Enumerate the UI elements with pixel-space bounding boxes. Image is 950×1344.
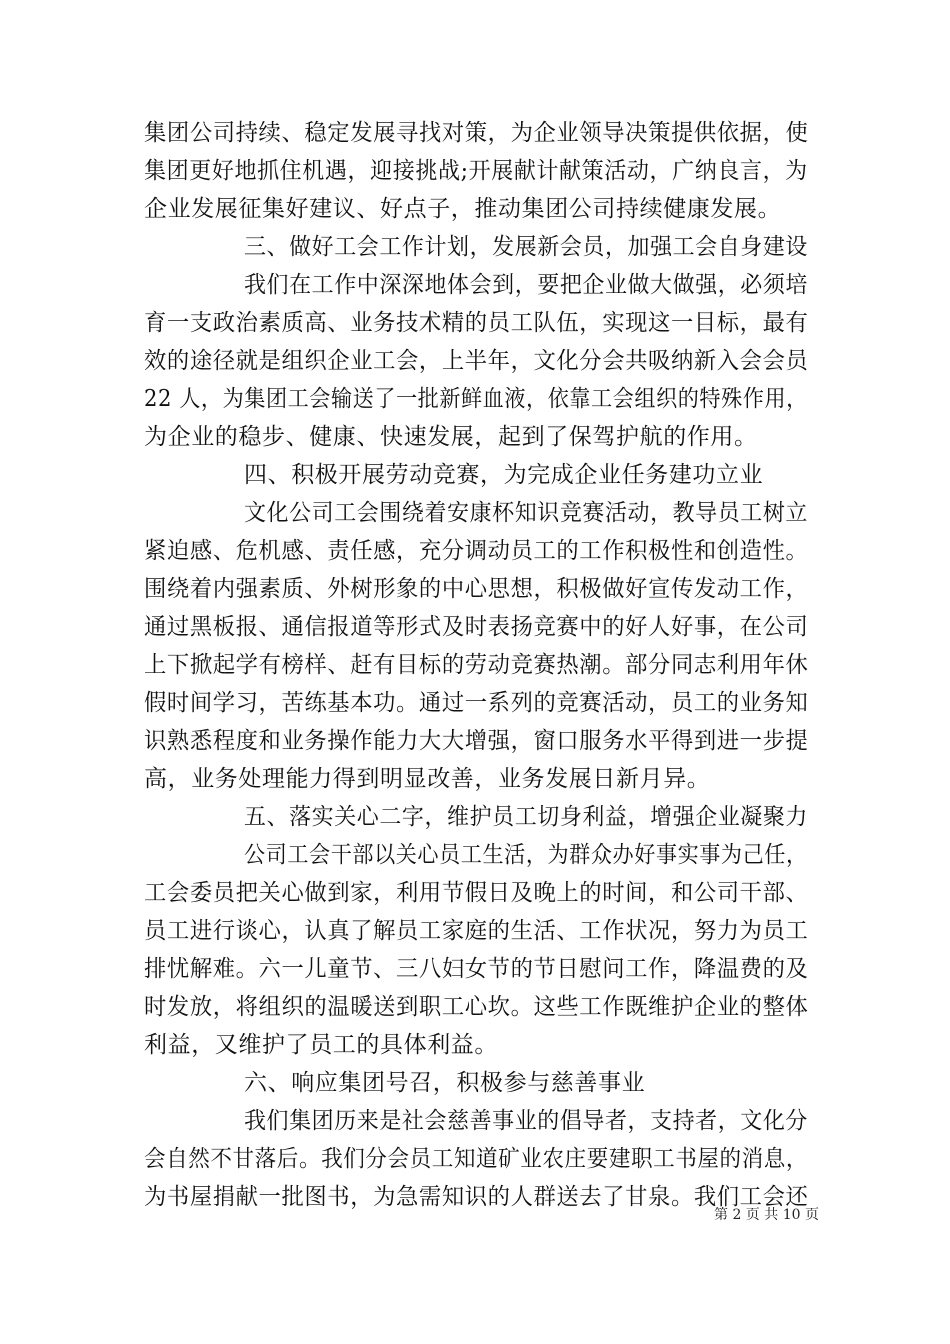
body-line: 为书屋捐献一批图书，为急需知识的人群送去了甘泉。我们工会还 bbox=[144, 1184, 809, 1210]
body-line: 假时间学习，苦练基本功。通过一系列的竞赛活动，员工的业务知 bbox=[144, 690, 809, 716]
body-line: 集团更好地抓住机遇，迎接挑战;开展献计献策活动，广纳良言，为 bbox=[144, 158, 808, 184]
body-line: 企业发展征集好建议、好点子，推动集团公司持续健康发展。 bbox=[144, 196, 782, 222]
body-line: 育一支政治素质高、业务技术精的员工队伍，实现这一目标，最有 bbox=[144, 310, 809, 336]
body-line: 效的途径就是组织企业工会，上半年，文化分会共吸纳新入会会员 bbox=[144, 348, 809, 374]
body-line: 紧迫感、危机感、责任感，充分调动员工的工作积极性和创造性。 bbox=[144, 538, 809, 564]
body-line: 公司工会干部以关心员工生活，为群众办好事实事为己任， bbox=[244, 842, 808, 868]
body-line: 我们集团历来是社会慈善事业的倡导者，支持者，文化分 bbox=[244, 1108, 808, 1134]
body-line: 通过黑板报、通信报道等形式及时表扬竞赛中的好人好事，在公司 bbox=[144, 614, 809, 640]
body-line: 高，业务处理能力得到明显改善，业务发展日新月异。 bbox=[144, 766, 711, 792]
body-line: 为企业的稳步、健康、快速发展，起到了保驾护航的作用。 bbox=[144, 424, 758, 450]
body-line: 利益，又维护了员工的具体利益。 bbox=[144, 1032, 498, 1058]
section-heading: 六、响应集团号召，积极参与慈善事业 bbox=[244, 1070, 646, 1096]
section-heading: 四、积极开展劳动竞赛，为完成企业任务建功立业 bbox=[244, 462, 764, 488]
body-line: 排忧解难。六一儿童节、三八妇女节的节日慰问工作，降温费的及 bbox=[144, 956, 809, 982]
body-line: 时发放，将组织的温暖送到职工心坎。这些工作既维护企业的整体 bbox=[144, 994, 809, 1020]
page-number: 第 2 页 共 10 页 bbox=[714, 1207, 819, 1223]
body-line: 文化公司工会围绕着安康杯知识竞赛活动，教导员工树立 bbox=[244, 500, 808, 526]
section-heading: 五、落实关心二字，维护员工切身利益，增强企业凝聚力 bbox=[244, 804, 808, 830]
body-line: 会自然不甘落后。我们分会员工知道矿业农庄要建职工书屋的消息， bbox=[144, 1146, 809, 1172]
body-line: 上下掀起学有榜样、赶有目标的劳动竞赛热潮。部分同志利用年休 bbox=[144, 652, 809, 678]
body-line: 集团公司持续、稳定发展寻找对策，为企业领导决策提供依据，使 bbox=[144, 120, 809, 146]
body-line: 我们在工作中深深地体会到，要把企业做大做强，必须培 bbox=[244, 272, 808, 298]
body-line: 工会委员把关心做到家，利用节假日及晚上的时间，和公司干部、 bbox=[144, 880, 809, 906]
body-line: 围绕着内强素质、外树形象的中心思想，积极做好宣传发动工作， bbox=[144, 576, 809, 602]
body-line: 员工进行谈心，认真了解员工家庭的生活、工作状况，努力为员工 bbox=[144, 918, 809, 944]
body-line: 识熟悉程度和业务操作能力大大增强，窗口服务水平得到进一步提 bbox=[144, 728, 809, 754]
section-heading: 三、做好工会工作计划，发展新会员，加强工会自身建设 bbox=[244, 234, 808, 260]
body-line: 22 人，为集团工会输送了一批新鲜血液，依靠工会组织的特殊作用， bbox=[144, 386, 808, 412]
